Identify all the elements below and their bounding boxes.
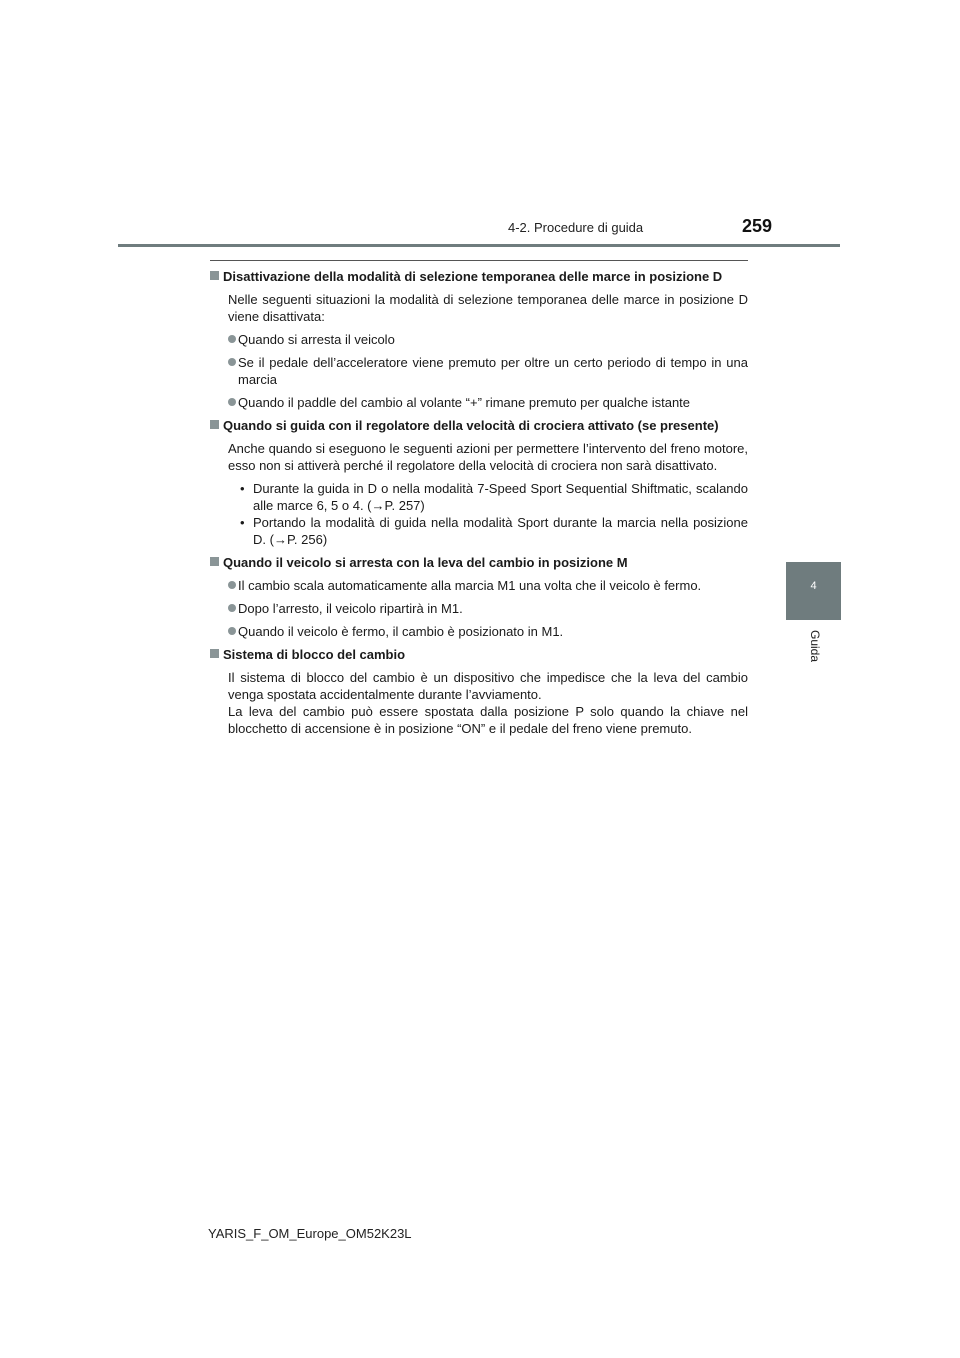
list-item: Se il pedale dell’acceleratore viene premuto per oltre un certo periodo di tempo in una marcia	[228, 354, 748, 388]
page-number: 259	[742, 216, 773, 236]
content-divider	[210, 260, 748, 261]
round-bullet-icon	[228, 604, 236, 612]
paragraph: Anche quando si eseguono le seguenti azioni per permettere l’intervento del freno motore, esso non si attiverà perché il regolatore della velocità di crociera non sarà disattivato.	[228, 441, 748, 473]
list-item: Dopo l’arresto, il veicolo ripartirà in M1.	[228, 600, 748, 617]
square-bullet-icon	[210, 649, 219, 658]
list-item: Il cambio scala automaticamente alla marcia M1 una volta che il veicolo è fermo.	[228, 577, 748, 594]
section-heading: Sistema di blocco del cambio	[210, 646, 748, 663]
section-heading: Quando il veicolo si arresta con la leva del cambio in posizione M	[210, 554, 748, 571]
chapter-tab[interactable]	[786, 562, 841, 620]
section-heading: Quando si guida con il regolatore della velocità di crociera attivato (se presente)	[210, 417, 748, 434]
header-divider	[118, 244, 840, 247]
round-bullet-icon	[228, 581, 236, 589]
sub-list-item: • Durante la guida in D o nella modalità 7-Speed Sport Sequential Shiftmatic, scalando alle marce 6, 5 o 4. (→P. 257)	[240, 481, 748, 513]
round-bullet-icon	[228, 627, 236, 635]
list-item: Quando il paddle del cambio al volante “+” rimane premuto per qualche istante	[228, 394, 748, 411]
dot-marker-icon: •	[240, 515, 245, 530]
section-heading: Disattivazione della modalità di selezione temporanea delle marce in posizione D	[210, 268, 748, 285]
paragraph: Nelle seguenti situazioni la modalità di selezione temporanea delle marce in posizione D viene disattivata:	[228, 292, 748, 324]
section-title: 4-2. Procedure di guida	[508, 220, 644, 235]
square-bullet-icon	[210, 271, 219, 280]
list-item: Quando si arresta il veicolo	[228, 331, 748, 348]
list-item: Quando il veicolo è fermo, il cambio è posizionato in M1.	[228, 623, 748, 640]
chapter-number: 4	[810, 580, 817, 592]
document-code: YARIS_F_OM_Europe_OM52K23L	[208, 1226, 412, 1241]
round-bullet-icon	[228, 335, 236, 343]
dot-marker-icon: •	[240, 481, 245, 496]
sub-list-item: • Portando la modalità di guida nella modalità Sport durante la marcia nella posizione D. (→P. 256)	[240, 515, 748, 547]
paragraph: Il sistema di blocco del cambio è un dispositivo che impedisce che la leva del cambio venga spostata accidentalmente durante l’avviamento.	[228, 670, 748, 702]
page-content	[210, 268, 748, 743]
square-bullet-icon	[210, 420, 219, 429]
chapter-label: Guida	[808, 630, 822, 663]
paragraph: La leva del cambio può essere spostata dalla posizione P solo quando la chiave nel blocchetto di accensione è in posizione “ON” e il pedale del freno viene premuto.	[228, 704, 748, 736]
round-bullet-icon	[228, 398, 236, 406]
square-bullet-icon	[210, 557, 219, 566]
round-bullet-icon	[228, 358, 236, 366]
